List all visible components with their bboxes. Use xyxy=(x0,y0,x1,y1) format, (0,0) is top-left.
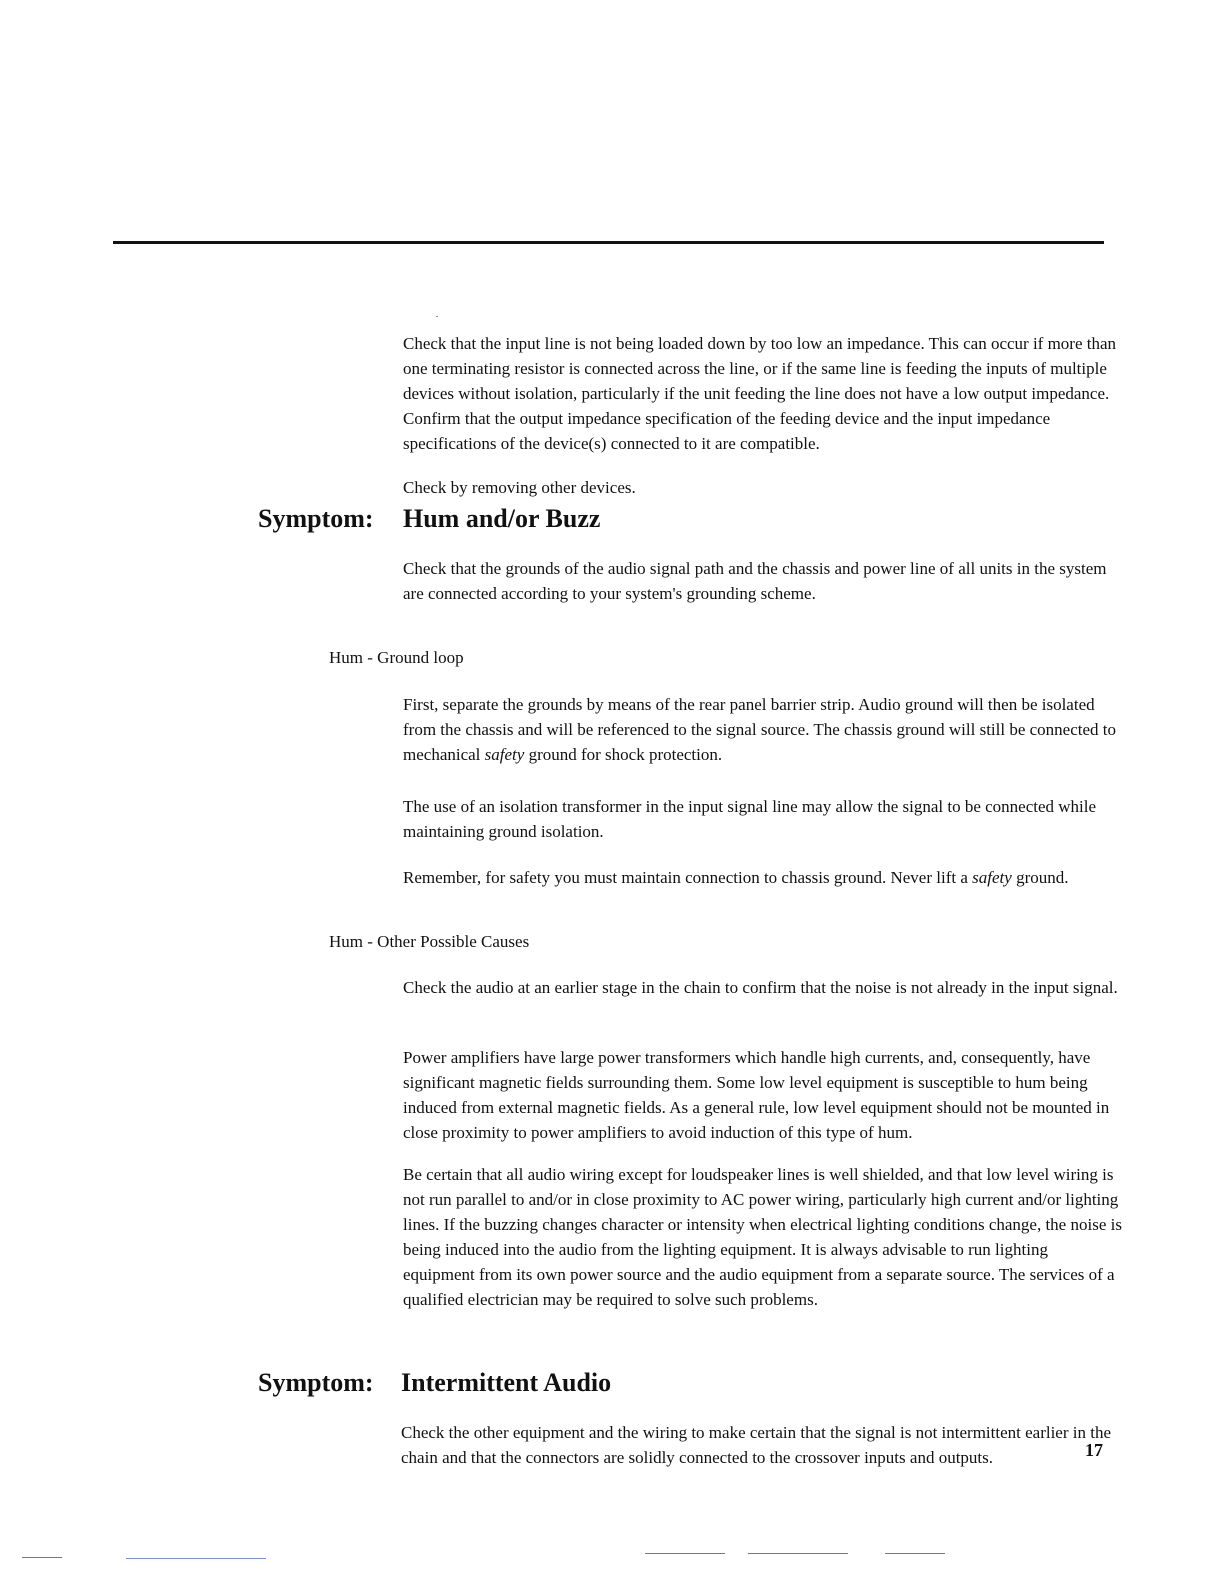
subheading-ground-loop: Hum - Ground loop xyxy=(329,648,464,667)
paragraph-remove-devices: Check by removing other devices. xyxy=(403,478,636,497)
page-number: 17 xyxy=(1085,1440,1103,1460)
paragraph-wiring-shielded: Be certain that all audio wiring except for loudspeaker lines is well shielded, and that low level wiring is not run parallel to and/or in close proximity to AC power wiring, particularly high current and/or lighting lines. If the buzzing changes character or intensity when electrical lighting conditions change, the noise is being induced into the audio from the lighting equipment. It is always advisable to run lighting equipment from its own power source and the audio equipment from a separate source. The services of a qualified electrician may be required to solve such problems. xyxy=(403,1165,1122,1309)
paragraph-earlier-stage: Check the audio at an earlier stage in the chain to confirm that the noise is not already in the input signal. xyxy=(403,978,1118,997)
symptom-title-hum: Hum and/or Buzz xyxy=(403,504,601,533)
subheading-other-causes: Hum - Other Possible Causes xyxy=(329,932,530,951)
paragraph-separate-grounds: First, separate the grounds by means of the rear panel barrier strip. Audio ground will then be isolated from the chassis and will be referenced to the signal source. The chassis ground will still be connected to mechanical safety ground for shock protection. xyxy=(403,695,1117,764)
paragraph-safety-ground: Remember, for safety you must maintain connection to chassis ground. Never lift a safety ground. xyxy=(403,868,1069,887)
paragraph-intermittent-check: Check the other equipment and the wiring to make certain that the signal is not intermittent earlier in the chain and that the connectors are solidly connected to the crossover inputs and outputs. xyxy=(401,1423,1112,1467)
paragraph-input-loading: Check that the input line is not being loaded down by too low an impedance. This can occur if more than one terminating resistor is connected across the line, or if the same line is feeding the inputs of multiple devices without isolation, particularly if the unit feeding the line does not have a low output impedance. Confirm that the output impedance specification of the feeding device and the input impedance specifications of the device(s) connected to it are compatible. xyxy=(403,334,1117,453)
symptom-title-intermittent: Intermittent Audio xyxy=(401,1368,612,1397)
header-rule xyxy=(113,241,1104,244)
paragraph-power-amplifiers: Power amplifiers have large power transformers which handle high currents, and, consequently, have significant magnetic fields surrounding them. Some low level equipment is susceptible to hum being induced from external magnetic fields. As a general rule, low level equipment should not be mounted in close proximity to power amplifiers to avoid induction of this type of hum. xyxy=(403,1048,1110,1142)
symptom-label-intermittent: Symptom: xyxy=(258,1368,374,1397)
scan-edge-mark xyxy=(645,1553,725,1554)
scan-edge-mark xyxy=(126,1558,266,1559)
scan-edge-mark xyxy=(885,1553,945,1554)
paragraph-grounds: Check that the grounds of the audio signal path and the chassis and power line of all units in the system are connected according to your system's grounding scheme. xyxy=(403,559,1107,603)
paragraph-isolation-transformer: The use of an isolation transformer in the input signal line may allow the signal to be connected while maintaining ground isolation. xyxy=(403,797,1097,841)
scan-edge-mark xyxy=(748,1553,848,1554)
symptom-label-hum: Symptom: xyxy=(258,504,374,533)
scan-speck xyxy=(436,316,438,317)
scan-edge-mark xyxy=(22,1557,62,1558)
